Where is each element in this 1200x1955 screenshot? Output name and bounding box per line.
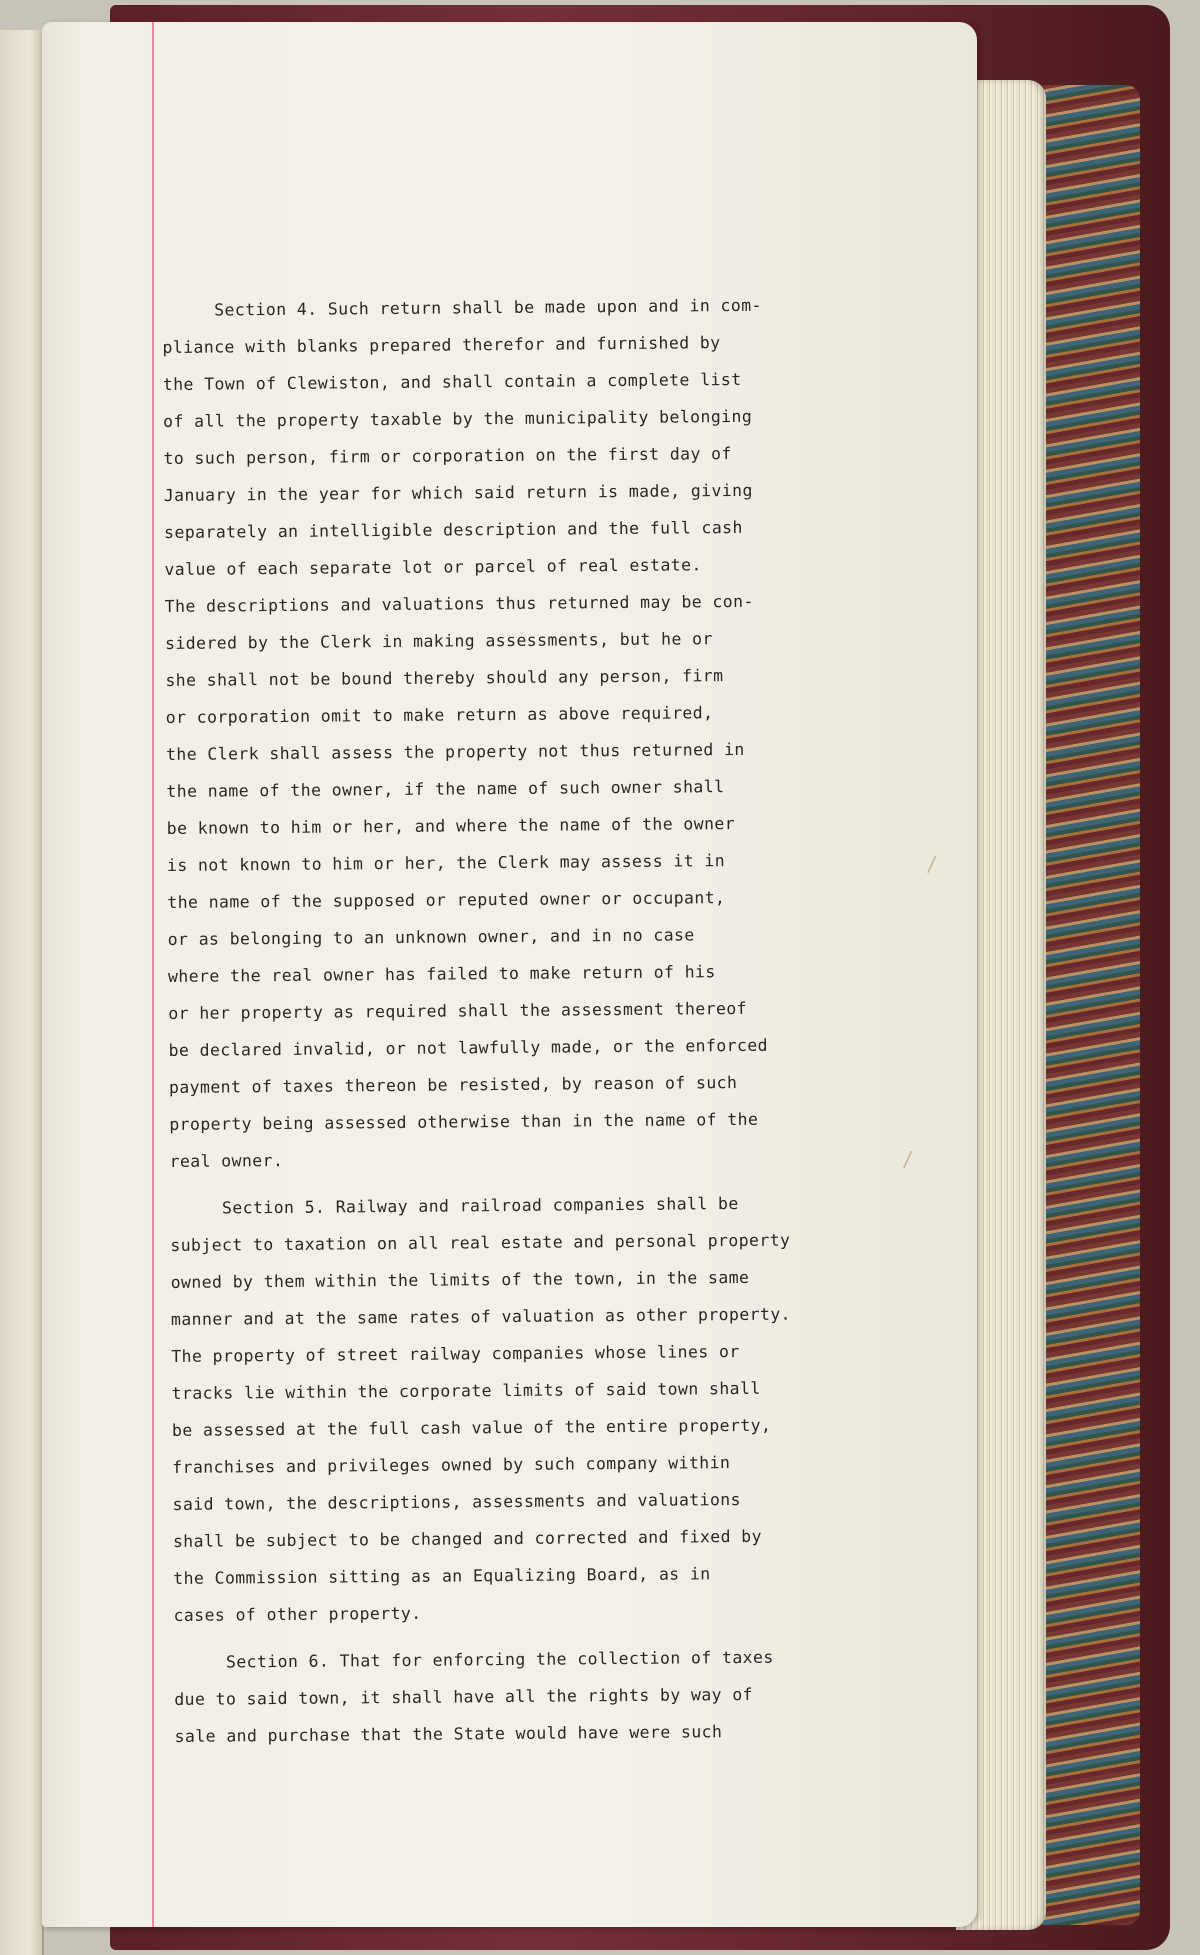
text-line: the Town of Clewiston, and shall contain a complete list xyxy=(162,369,742,394)
text-line: or as belonging to an unknown owner, and in no case xyxy=(167,925,695,949)
section-5 xyxy=(170,1183,954,1634)
text-line: sidered by the Clerk in making assessments, but he or xyxy=(164,629,713,653)
text-line: the Clerk shall assess the property not thus returned in xyxy=(165,739,745,764)
text-line: of all the property taxable by the municipality belonging xyxy=(163,406,753,431)
text-line: franchises and privileges owned by such company within xyxy=(172,1453,731,1477)
text-line: be assessed at the full cash value of the entire property, xyxy=(171,1415,772,1440)
pencil-mark: / xyxy=(926,852,939,876)
text-line: separately an intelligible description and the full cash xyxy=(164,517,743,542)
text-line: where the real owner has failed to make return of his xyxy=(167,962,716,986)
text-line: real owner. xyxy=(169,1150,284,1171)
section-4 xyxy=(162,285,950,1180)
text-line: owned by them within the limits of the town, in the same xyxy=(170,1267,750,1292)
text-line: value of each separate lot or parcel of real estate. xyxy=(164,555,702,579)
text-line: January in the year for which said return is made, giving xyxy=(163,480,753,505)
text-line: she shall not be bound thereby should any person, firm xyxy=(165,666,724,690)
text-line: to such person, firm or corporation on the first day of xyxy=(163,444,732,468)
text-line: cases of other property. xyxy=(173,1603,422,1625)
text-line: is not known to him or her, the Clerk may assess it in xyxy=(166,851,726,875)
text-line: Section 4. Such return shall be made upon and in com- xyxy=(214,295,762,320)
text-line: The property of street railway companies whose lines or xyxy=(171,1341,740,1366)
text-line: subject to taxation on all real estate and personal property xyxy=(170,1230,791,1255)
text-line: said town, the descriptions, assessments and valuations xyxy=(172,1489,742,1514)
text-line: property being assessed otherwise than in the name of the xyxy=(169,1109,759,1134)
text-line: the name of the owner, if the name of such owner shall xyxy=(166,777,725,801)
text-line: The descriptions and valuations thus returned may be con- xyxy=(164,591,754,616)
text-line: manner and at the same rates of valuation as other property. xyxy=(170,1304,792,1329)
text-line: due to said town, it shall have all the rights by way of xyxy=(174,1684,754,1709)
text-line: sale and purchase that the State would have were such xyxy=(174,1722,723,1746)
text-line: tracks lie within the corporate limits of said town shall xyxy=(171,1378,761,1403)
text-line: payment of taxes thereon be resisted, by reason of such xyxy=(168,1073,738,1097)
text-line: shall be subject to be changed and corrected and fixed by xyxy=(172,1526,762,1551)
text-line: or corporation omit to make return as above required, xyxy=(165,703,714,727)
text-line: or her property as required shall the assessment thereof xyxy=(168,998,748,1023)
marbled-page-edge xyxy=(1040,85,1140,1925)
margin-rule xyxy=(152,22,154,1927)
text-line: Section 6. That for enforcing the collection of taxes xyxy=(225,1647,774,1672)
text-line: Section 5. Railway and railroad companies shall be xyxy=(221,1194,739,1218)
text-line: the name of the supposed or reputed owner or occupant, xyxy=(167,888,726,912)
pencil-mark: / xyxy=(902,1147,915,1171)
text-line: pliance with blanks prepared therefor and furnished by xyxy=(162,333,721,357)
previous-page-edge xyxy=(0,30,44,1955)
text-line: the Commission sitting as an Equalizing Board, as in xyxy=(173,1564,711,1588)
section-6 xyxy=(174,1637,955,1755)
text-line: be declared invalid, or not lawfully made, or the enforced xyxy=(168,1035,769,1060)
typed-text xyxy=(162,285,955,1755)
ledger-page xyxy=(42,22,977,1927)
text-line: be known to him or her, and where the name of the owner xyxy=(166,814,736,838)
